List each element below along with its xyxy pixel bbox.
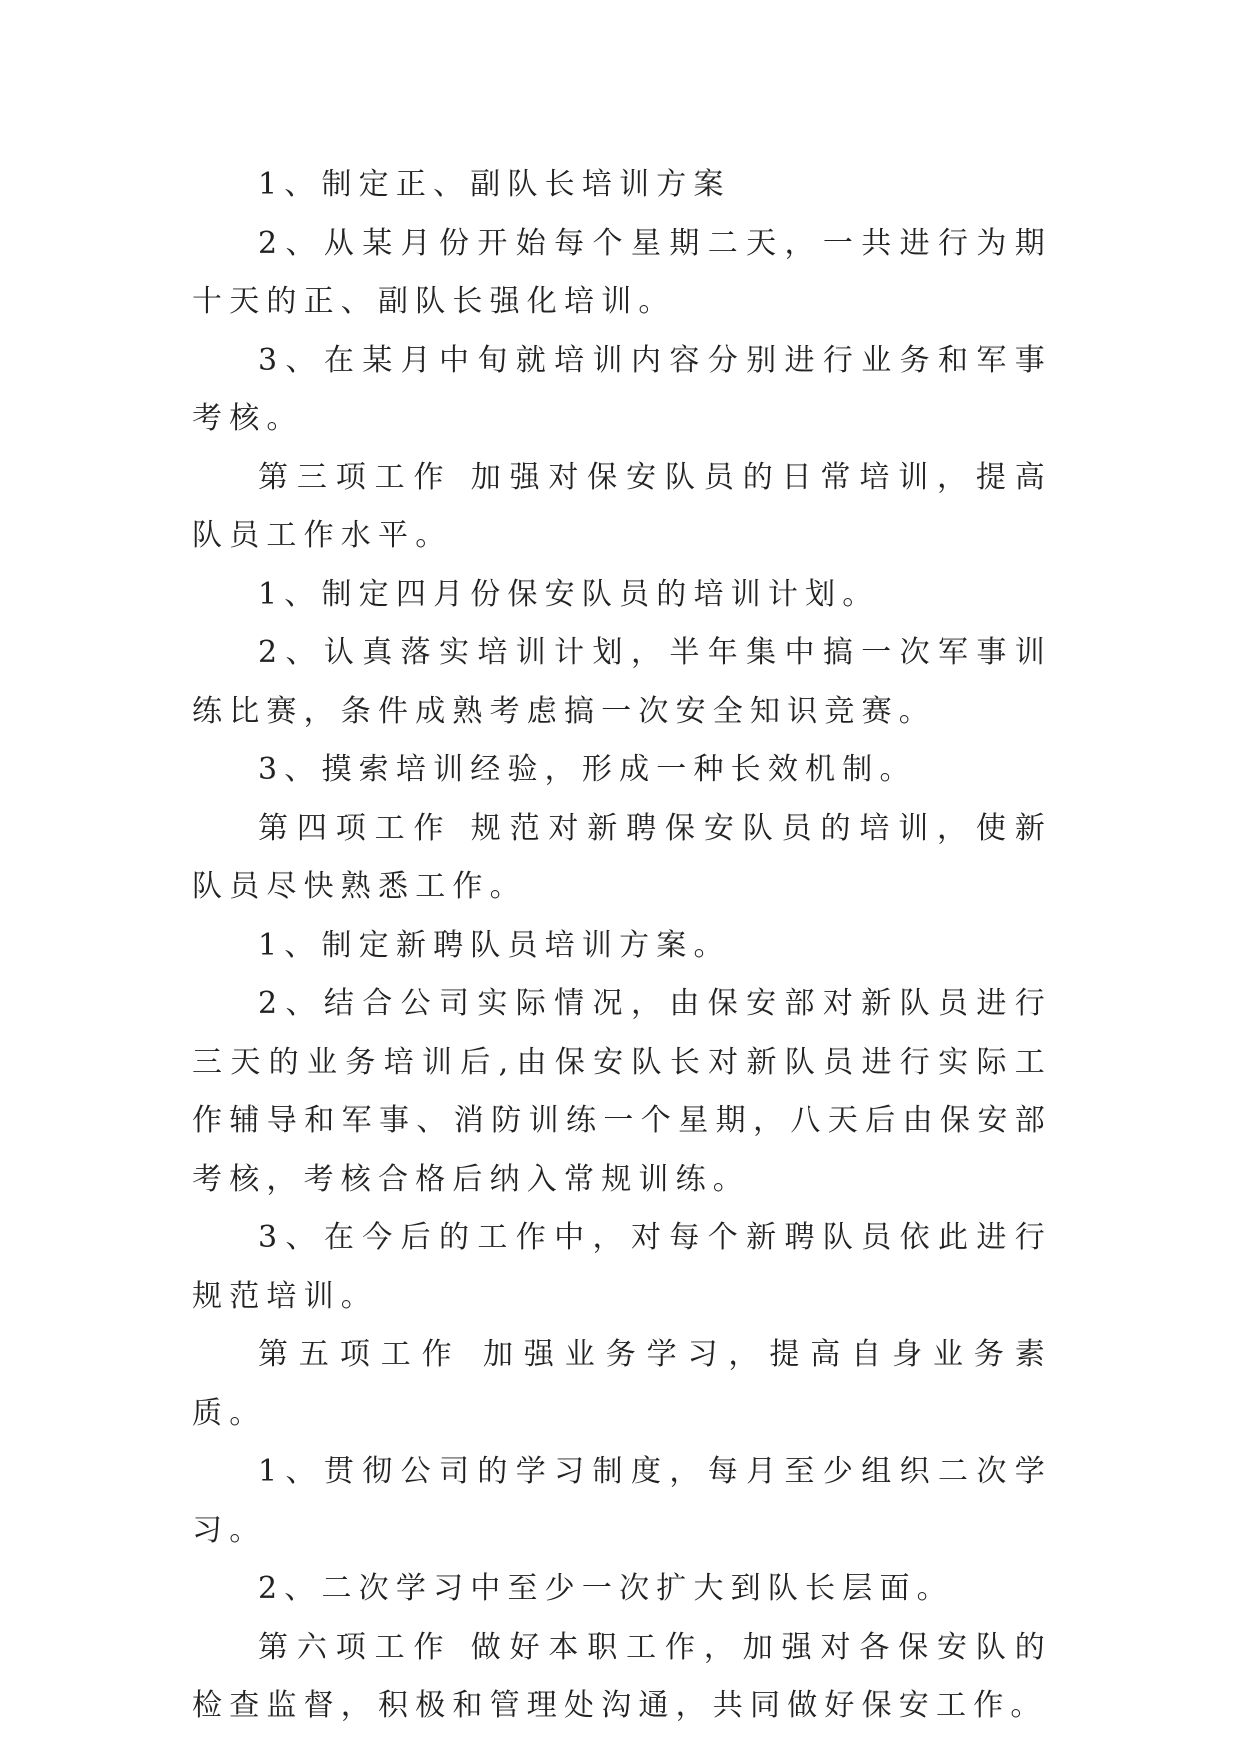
- paragraph: 3、在某月中旬就培训内容分别进行业务和军事考核。: [192, 342, 1052, 436]
- paragraph: 2、二次学习中至少一次扩大到队长层面。: [258, 1571, 954, 1606]
- section-heading: 第四项工作 规范对新聘保安队员的培训，使新队员尽快熟悉工作。: [192, 810, 1052, 904]
- document-body: [192, 156, 1052, 1736]
- paragraph: 2、从某月份开始每个星期二天，一共进行为期十天的正、副队长强化培训。: [192, 225, 1052, 319]
- paragraph: 1、贯彻公司的学习制度，每月至少组织二次学习。: [192, 1454, 1052, 1548]
- paragraph: 3、摸索培训经验，形成一种长效机制。: [258, 752, 917, 787]
- section-heading: 第六项工作 做好本职工作，加强对各保安队的检查监督，积极和管理处沟通，共同做好保安工作。: [192, 1629, 1052, 1723]
- section-heading: 第五项工作 加强业务学习，提高自身业务素质。: [192, 1337, 1052, 1431]
- paragraph: 2、认真落实培训计划，半年集中搞一次军事训练比赛，条件成熟考虑搞一次安全知识竞赛。: [192, 635, 1052, 729]
- paragraph: 1、制定正、副队长培训方案: [258, 167, 731, 202]
- section-heading: 第三项工作 加强对保安队员的日常培训，提高队员工作水平。: [192, 459, 1052, 553]
- paragraph: 2、结合公司实际情况，由保安部对新队员进行三天的业务培训后,由保安队长对新队员进行实际工作辅导和军事、消防训练一个星期，八天后由保安部考核，考核合格后纳入常规训练。: [192, 986, 1052, 1197]
- paragraph: 1、制定新聘队员培训方案。: [258, 927, 731, 963]
- paragraph: 1、制定四月份保安队员的培训计划。: [258, 576, 880, 612]
- paragraph: 3、在今后的工作中，对每个新聘队员依此进行规范培训。: [192, 1220, 1052, 1314]
